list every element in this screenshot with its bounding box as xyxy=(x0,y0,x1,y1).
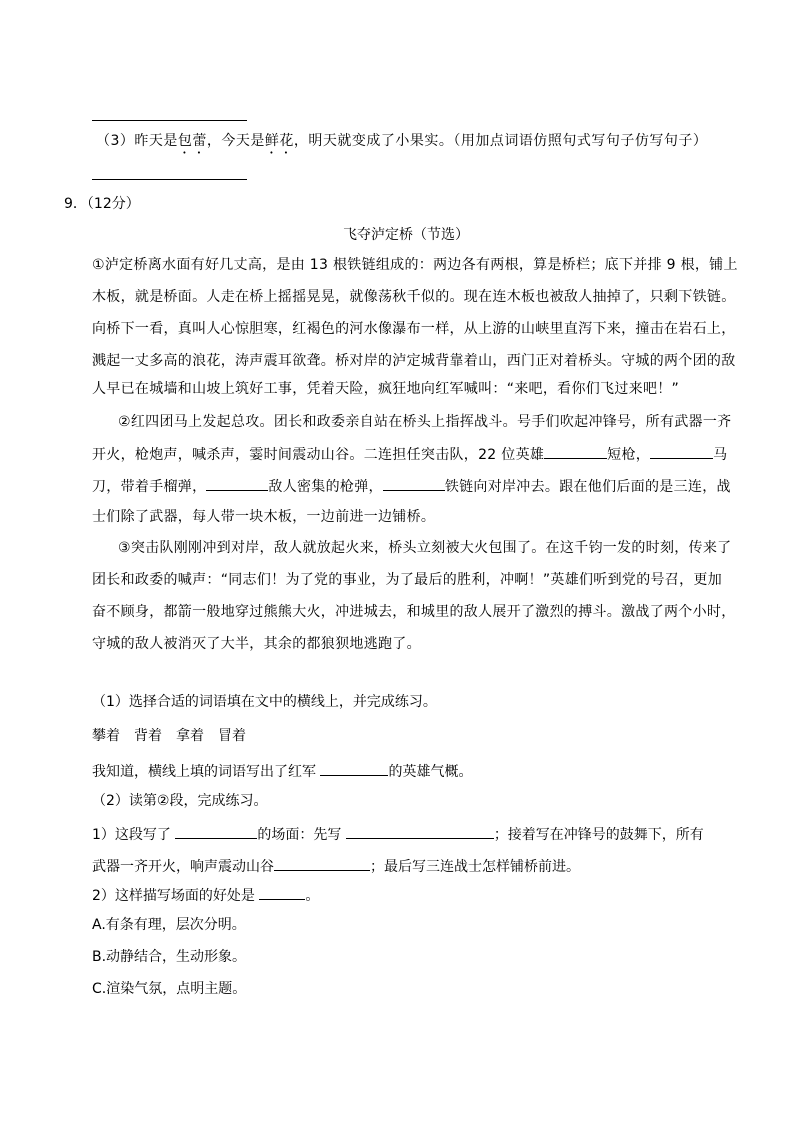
word-option: 拿着 xyxy=(176,728,204,744)
word-option: 冒着 xyxy=(218,728,246,744)
fill-blank-6[interactable] xyxy=(175,823,257,839)
sub2-q2 xyxy=(92,884,319,904)
passage-line xyxy=(92,475,731,495)
passage-line: 溅起一丈多高的浪花，涛声震耳欲聋。桥对岸的泸定城背靠着山，西门正对着桥头。守城的两个团的敌 xyxy=(92,353,736,369)
passage-line: 木板，就是桥面。人走在桥上摇摇晃晃，就像荡秋千似的。现在连木板也被敌人抽掉了，只剩下铁链。 xyxy=(92,289,736,305)
word-option: 攀着 xyxy=(92,728,120,744)
text-span: 敌人密集的枪弹， xyxy=(268,479,383,495)
text-span: ；最后写三连战士怎样铺桥前进。 xyxy=(370,859,580,875)
question-8-3 xyxy=(96,131,707,151)
dotted-word-2: 鲜花 xyxy=(264,133,294,149)
q8-3-mid2: ，明天就变成了 xyxy=(293,133,396,149)
q8-3-word3: 小果实 xyxy=(395,133,439,149)
fill-blank-7[interactable] xyxy=(346,823,494,839)
fill-blank-2[interactable] xyxy=(650,443,713,459)
fill-blank-9[interactable] xyxy=(259,884,305,900)
passage-line: 奋不顾身，都箭一般地穿过熊熊大火，冲进城去，和城里的敌人展开了激烈的搏斗。激战了两个小时， xyxy=(92,604,736,620)
fill-blank-4[interactable] xyxy=(383,475,445,491)
fill-blank-5[interactable] xyxy=(320,760,388,776)
text-span: 。 xyxy=(305,888,320,904)
answer-line[interactable] xyxy=(92,120,247,121)
fill-blank-1[interactable] xyxy=(544,443,607,459)
sub2-line xyxy=(92,855,580,875)
sub2-line xyxy=(92,823,704,843)
text-span: 武器一齐开火，响声震动山谷 xyxy=(92,859,274,875)
passage-line: 守城的敌人被消灭了大半，其余的都狼狈地逃跑了。 xyxy=(92,636,421,652)
answer-line[interactable] xyxy=(92,179,247,180)
q8-3-mid1: ，今天是 xyxy=(206,133,265,149)
choice-a[interactable]: A.有条有理，层次分明。 xyxy=(92,917,246,933)
choice-c[interactable]: C.渲染气氛，点明主题。 xyxy=(92,981,247,997)
passage-line: 团长和政委的喊声：“同志们！为了党的事业，为了最后的胜利，冲啊！”英雄们听到党的号召，更加 xyxy=(92,572,723,588)
text-span: 开火，枪炮声，喊杀声，霎时间震动山谷。二连担任突击队，22 位英雄 xyxy=(92,447,545,463)
choice-b[interactable]: B.动静结合，生动形象。 xyxy=(92,949,247,965)
passage-line: 人早已在城墙和山坡上筑好工事，凭着天险，疯狂地向红军喊叫：“来吧，看你们飞过来吧！” xyxy=(92,381,680,397)
q8-3-label: （3）昨天是 xyxy=(96,133,178,149)
q8-3-tail: 。（用加点词语仿照句式写句子仿写句子） xyxy=(438,133,708,149)
text-span: ；接着写在冲锋号的鼓舞下，所有 xyxy=(493,827,704,843)
passage-line: ①泸定桥离水面有好几丈高，是由 13 根铁链组成的：两边各有两根，算是桥栏；底下并排 9 根，铺上 xyxy=(92,257,738,273)
question-9-title: 9．（12分） xyxy=(64,196,140,212)
text-span: 短枪， xyxy=(607,447,651,463)
fill-blank-8[interactable] xyxy=(274,855,370,871)
passage-line: ③突击队刚刚冲到对岸，敌人就放起火来，桥头立刻被大火包围了。在这千钧一发的时刻，传来了 xyxy=(118,540,732,556)
passage-line: 向桥下一看，真叫人心惊胆寒，红褐色的河水像瀑布一样，从上游的山峡里直泻下来，撞击在岩石上， xyxy=(92,321,736,337)
text-span: 马 xyxy=(713,447,728,463)
text-span: 铁链向对岸冲去。跟在他们后面的是三连，战 xyxy=(444,479,731,495)
word-option: 背着 xyxy=(134,728,162,744)
text-span: 的场面：先写 xyxy=(257,827,346,843)
passage-line: ②红四团马上发起总攻。团长和政委亲自站在桥头上指挥战斗。号手们吹起冲锋号，所有武器一齐 xyxy=(118,414,732,430)
passage-title: 飞夺泸定桥（节选） xyxy=(343,227,469,243)
text-span: 2）这样描写场面的好处是 xyxy=(92,888,260,904)
dotted-word-1: 包蕾 xyxy=(177,133,207,149)
passage-line: 士们除了武器，每人带一块木板，一边前进一边铺桥。 xyxy=(92,509,436,525)
sub2-title: （2）读第②段，完成练习。 xyxy=(92,793,268,809)
text-span: 的英雄气概。 xyxy=(388,764,473,780)
sub1-title: （1）选择合适的词语填在文中的横线上，并完成练习。 xyxy=(92,694,437,710)
text-span: 刀，带着手榴弹， xyxy=(92,479,207,495)
text-span: 1）这段写了 xyxy=(92,827,176,843)
word-options xyxy=(92,726,246,746)
fill-blank-3[interactable] xyxy=(206,475,268,491)
text-span: 我知道，横线上填的词语写出了红军 xyxy=(92,764,321,780)
sub1-sentence xyxy=(92,760,472,780)
passage-line xyxy=(92,443,727,463)
